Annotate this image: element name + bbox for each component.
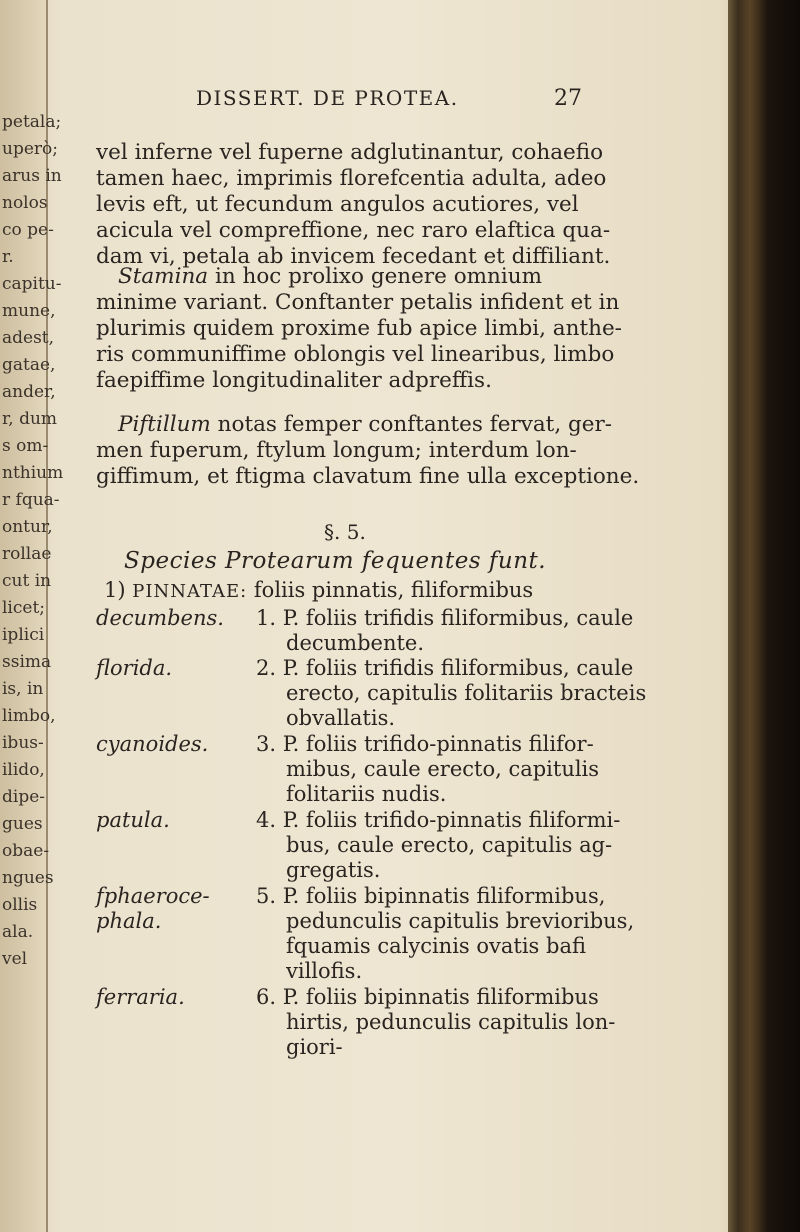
description-line: 3. P. foliis trifido-pinnatis filifor- [256,732,594,756]
margin-fragment: ibus- [2,733,44,753]
facing-page-margin [0,0,64,1232]
margin-fragment: nthium [2,463,64,483]
margin-fragment: s om- [2,436,49,456]
margin-fragment: is, in [2,679,44,699]
margin-fragment: iplici [2,625,45,645]
description-line: hirtis, pedunculis capitulis lon- [286,1010,616,1034]
margin-fragment: ontur, [2,517,53,537]
text-line: levis eft, ut fecundum angulos acutiores, vel [96,192,579,217]
species-description [256,656,686,731]
species-description [256,985,686,1060]
description-line: giori- [286,1035,343,1059]
paragraph-stamina [96,264,706,394]
page-number: 27 [554,86,582,111]
text-line: minime variant. Conftanter petalis infident et in [96,290,620,315]
margin-fragment: mune, [2,301,56,321]
species-name: fphaeroce- phala. [96,884,210,933]
margin-fragment: r fqua- [2,490,60,510]
margin-fragment: licet; [2,598,46,618]
species-description [256,732,686,807]
margin-fragment: ngues [2,868,54,888]
description-line: obvallatis. [286,706,396,730]
group-name: PINNATAE: [132,581,248,602]
running-header: DISSERT. DE PROTEA. [196,86,459,110]
group-description: foliis pinnatis, filiformibus [253,578,534,602]
text-line: vel inferne vel fuperne adglutinantur, cohaefio [96,140,604,165]
species-description [256,884,686,984]
species-description [256,606,686,656]
description-line: 4. P. foliis trifido-pinnatis filiformi- [256,808,621,832]
description-line: decumbente. [286,631,425,655]
book-spine-edge [728,0,800,1232]
margin-fragment: cut in [2,571,52,591]
text-line: plurimis quidem proxime fub apice limbi, anthe- [96,316,622,341]
group-heading [104,578,533,602]
margin-fragment: limbo, [2,706,56,726]
margin-fragment: petala; [2,112,62,132]
margin-fragment: ollis [2,895,38,915]
margin-fragment: ala. [2,922,34,942]
margin-fragment: arus in [2,166,62,186]
margin-fragment: dipe- [2,787,46,807]
text-line: dam vi, petala ab invicem fecedant et diffiliant. [96,244,611,269]
margin-fragment: capitu- [2,274,62,294]
margin-fragment: gatae, [2,355,56,375]
paragraph-lead-term: Piftillum [118,412,211,437]
margin-fragment: adest, [2,328,55,348]
text-line: faepiffime longitudinaliter adpreffis. [96,368,492,393]
description-line: 2. P. foliis trifidis filiformibus, caule [256,656,634,680]
description-line: villofis. [286,959,363,983]
margin-fragment: gues [2,814,43,834]
margin-fragment: vel [2,949,28,969]
description-line: 6. P. foliis bipinnatis filiformibus [256,985,599,1009]
species-name: florida. [96,656,173,680]
description-line: mibus, caule erecto, capitulis [286,757,600,781]
paragraph-pistillum [96,412,706,490]
margin-fragment: rollae [2,544,52,564]
description-line: fquamis calycinis ovatis bafi [286,934,586,958]
section-mark: §. 5. [324,520,366,544]
species-name: cyanoides. [96,732,209,756]
description-line: pedunculis capitulis brevioribus, [286,909,635,933]
species-name: ferraria. [96,985,185,1009]
margin-fragment: ssima [2,652,52,672]
text-line: ris communiffime oblongis vel linearibus, limbo [96,342,615,367]
text-line: giffimum, et ftigma clavatum fine ulla exceptione. [96,464,640,489]
paragraph-pistillum-text [96,412,706,490]
species-heading: Species Protearum fequentes funt. [124,548,547,574]
margin-fragment: nolos [2,193,48,213]
margin-fragment: ander, [2,382,56,402]
paragraph-1-text [96,140,706,270]
text-line: in hoc prolixo genere omnium [208,264,543,289]
species-name: patula. [96,808,170,832]
paragraph-lead-term: Stamina [118,264,209,289]
description-line: 1. P. foliis trifidis filiformibus, caule [256,606,634,630]
species-name: decumbens. [96,606,224,630]
margin-fragment: r, dum [2,409,58,429]
description-line: bus, caule erecto, capitulis ag- [286,833,613,857]
description-line: 5. P. foliis bipinnatis filiformibus, [256,884,606,908]
paragraph-1 [96,140,706,270]
margin-fragment: ilido, [2,760,45,780]
text-line: tamen haec, imprimis florefcentia adulta, adeo [96,166,607,191]
paragraph-stamina-text [96,264,706,394]
species-description [256,808,686,883]
text-line: notas femper conftantes fervat, ger- [210,412,613,437]
margin-fragment: uperò; [2,139,58,159]
text-line: men fuperum, ftylum longum; interdum lon- [96,438,577,463]
description-line: gregatis. [286,858,381,882]
margin-fragment: r. [2,247,14,267]
margin-fragment: co pe- [2,220,54,240]
description-line: erecto, capitulis folitariis bracteis [286,681,647,705]
margin-fragment: obae- [2,841,50,861]
text-line: acicula vel compreffione, nec raro elaftica qua- [96,218,611,243]
description-line: folitariis nudis. [286,782,447,806]
group-number: 1) [104,578,126,602]
